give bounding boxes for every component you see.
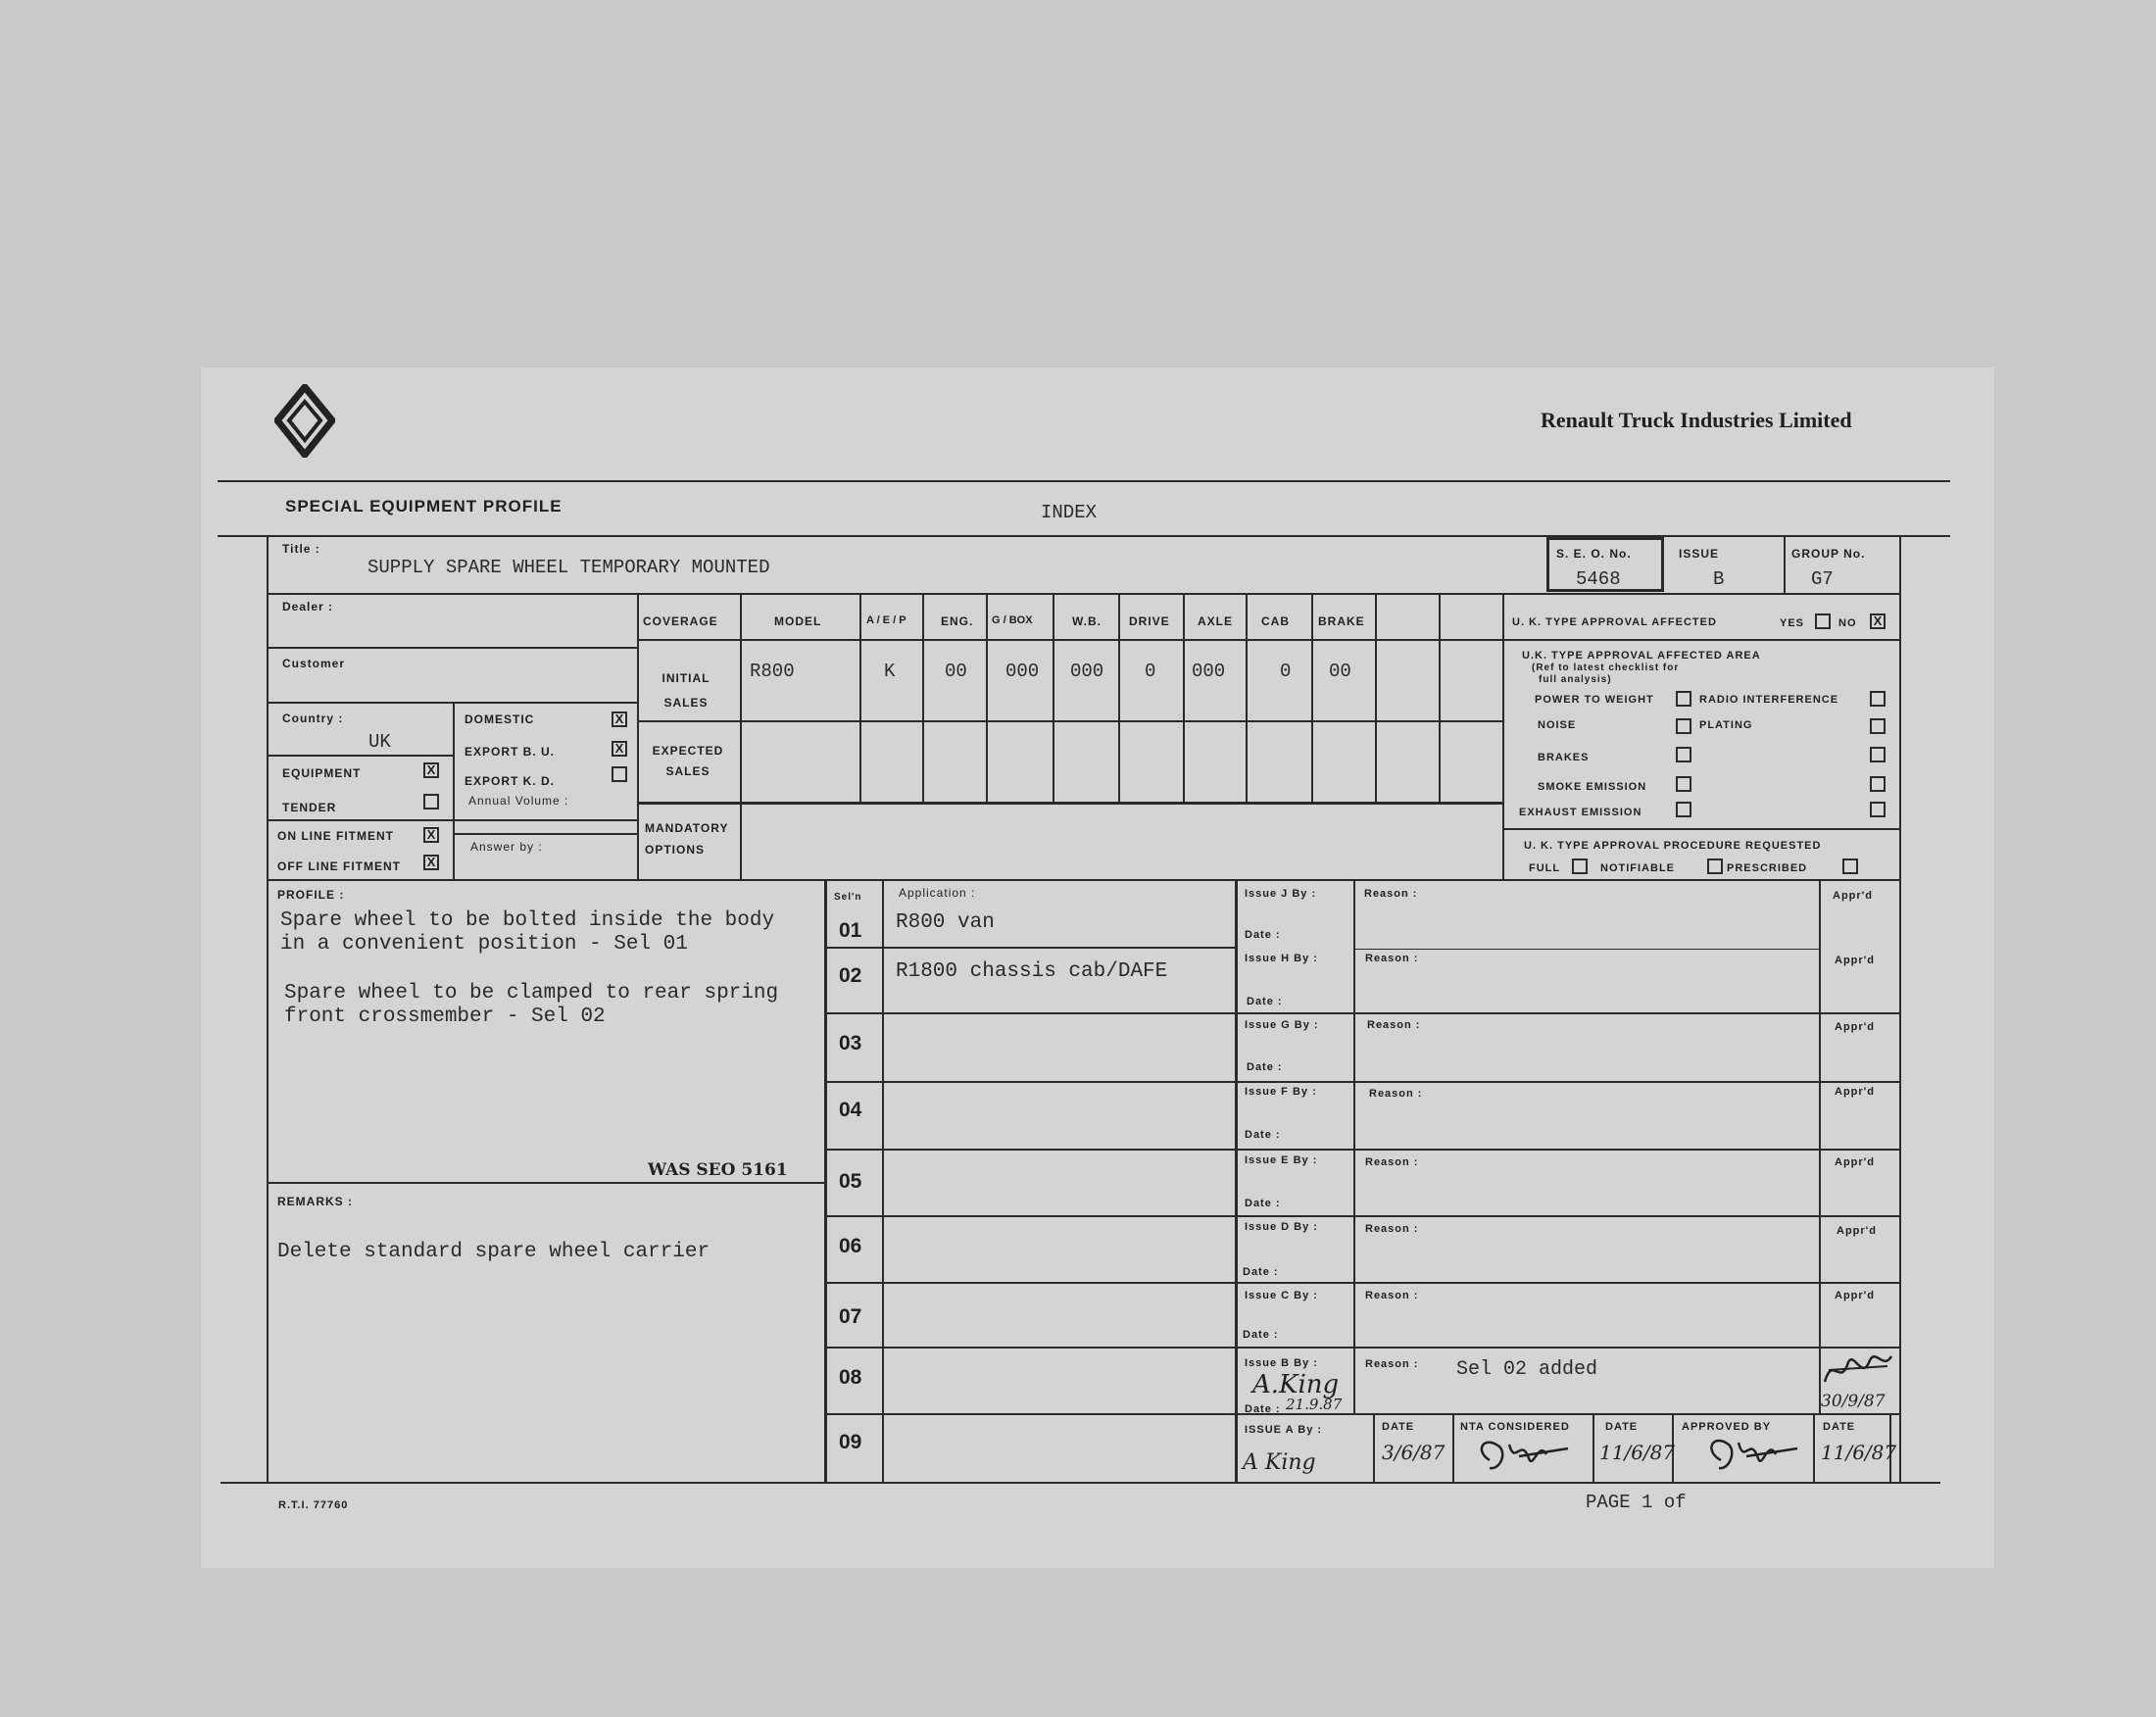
annual-volume-label: Annual Volume :	[468, 794, 569, 808]
initial-sales-label: INITIAL SALES	[662, 671, 710, 710]
form-title: SPECIAL EQUIPMENT PROFILE	[285, 497, 563, 515]
group-value: G7	[1811, 568, 1834, 590]
approved-date: 11/6/87	[1821, 1441, 1897, 1464]
issue-b-reason-label: Reason :	[1365, 1358, 1419, 1370]
ta-yes-checkbox[interactable]	[1815, 613, 1831, 629]
issue-c-date: Date :	[1243, 1329, 1279, 1341]
power-to-weight-checkbox[interactable]	[1676, 691, 1691, 707]
domestic-label: DOMESTIC	[465, 712, 535, 726]
initial-model: R800	[750, 661, 795, 682]
renault-logo-icon	[274, 384, 335, 458]
seo-label: S. E. O. No.	[1556, 547, 1632, 561]
issue-j-date: Date :	[1245, 929, 1281, 941]
profile-label: PROFILE :	[277, 888, 345, 902]
col-brake: BRAKE	[1318, 614, 1365, 628]
sel-09: 09	[839, 1431, 862, 1453]
col-gbox: G / BOX	[992, 614, 1033, 626]
issue-g-by: Issue G By :	[1245, 1019, 1319, 1031]
profile-line4: front crossmember - Sel 02	[284, 1006, 606, 1028]
issue-f-by: Issue F By :	[1245, 1086, 1317, 1098]
expected-sales-label: EXPECTED SALES	[652, 744, 724, 778]
answer-by-label: Answer by :	[470, 840, 543, 854]
exhaust-right-checkbox[interactable]	[1870, 802, 1886, 817]
notifiable-checkbox[interactable]	[1707, 858, 1723, 874]
issue-e-by: Issue E By :	[1245, 1154, 1318, 1166]
coverage-label: COVERAGE	[643, 614, 718, 628]
initial-eng: 00	[945, 661, 967, 682]
profile-line2: in a convenient position - Sel 01	[280, 933, 688, 956]
sel-04: 04	[839, 1099, 862, 1121]
index-label: INDEX	[1041, 502, 1098, 523]
full-checkbox[interactable]	[1572, 858, 1588, 874]
type-approval-affected-label: U. K. TYPE APPROVAL AFFECTED	[1512, 616, 1717, 628]
initial-gbox: 000	[1005, 661, 1040, 682]
on-line-fitment-checkbox[interactable]: X	[423, 827, 439, 843]
yes-label: YES	[1780, 617, 1805, 629]
issue-a-label: ISSUE A By :	[1245, 1424, 1323, 1436]
initial-wb: 000	[1070, 661, 1104, 682]
noise-checkbox[interactable]	[1676, 718, 1691, 734]
col-cab: CAB	[1261, 614, 1290, 628]
sel-label: Sel'n	[834, 892, 862, 903]
issue-g-apprd: Appr'd	[1835, 1021, 1875, 1033]
issue-b-apprd-date: 30/9/87	[1821, 1392, 1886, 1411]
initial-axle: 000	[1192, 661, 1226, 682]
issue-d-by: Issue D By :	[1245, 1221, 1318, 1233]
brakes-label: BRAKES	[1538, 752, 1590, 763]
ta-procedure-label: U. K. TYPE APPROVAL PROCEDURE REQUESTED	[1524, 840, 1822, 852]
col-eng: ENG.	[941, 614, 974, 628]
approved-col-label: APPROVED BY	[1682, 1421, 1772, 1433]
profile-line1: Spare wheel to be bolted inside the body	[280, 909, 775, 932]
off-line-fitment-checkbox[interactable]: X	[423, 855, 439, 870]
noise-label: NOISE	[1538, 719, 1577, 731]
tender-checkbox[interactable]	[423, 794, 439, 809]
frame-left	[267, 535, 269, 1484]
was-seo-note: WAS SEO 5161	[648, 1160, 788, 1180]
prescribed-label: PRESCRIBED	[1727, 862, 1808, 874]
issue-h-date: Date :	[1247, 996, 1283, 1007]
export-kd-checkbox[interactable]	[612, 766, 627, 782]
issue-c-reason: Reason :	[1365, 1290, 1419, 1301]
country-label: Country :	[282, 711, 344, 725]
issue-d-reason: Reason :	[1365, 1223, 1419, 1235]
issue-h-reason: Reason :	[1365, 953, 1419, 964]
no-label: NO	[1838, 617, 1857, 629]
on-line-fitment-label: ON LINE FITMENT	[277, 829, 394, 843]
title-label: Title :	[282, 542, 320, 556]
remarks-label: REMARKS :	[277, 1195, 353, 1208]
ta-area-note1: (Ref to latest checklist for	[1532, 662, 1680, 673]
issue-e-reason: Reason :	[1365, 1156, 1419, 1168]
notifiable-label: NOTIFIABLE	[1600, 862, 1675, 874]
export-bu-label: EXPORT B. U.	[465, 745, 556, 759]
application-label: Application :	[899, 886, 976, 900]
issue-j-by: Issue J By :	[1245, 888, 1317, 900]
plating-label: PLATING	[1699, 719, 1753, 731]
header-rule-top	[218, 480, 1950, 482]
radio-interference-checkbox[interactable]	[1870, 691, 1886, 707]
ta-area-note2: full analysis)	[1539, 674, 1612, 685]
initial-drive: 0	[1145, 661, 1156, 682]
issue-a-date: 3/6/87	[1382, 1441, 1446, 1464]
issue-d-apprd: Appr'd	[1837, 1225, 1877, 1237]
export-kd-label: EXPORT K. D.	[465, 774, 556, 788]
prescribed-checkbox[interactable]	[1842, 858, 1858, 874]
issue-b-date-label: Date :	[1245, 1403, 1281, 1415]
issue-b-name: A.King	[1252, 1370, 1340, 1399]
nta-signature-icon	[1470, 1431, 1578, 1480]
exhaust-emission-checkbox[interactable]	[1676, 802, 1691, 817]
issue-g-date: Date :	[1247, 1061, 1283, 1073]
issue-c-by: Issue C By :	[1245, 1290, 1318, 1301]
remarks-text: Delete standard spare wheel carrier	[277, 1241, 710, 1263]
plating-checkbox[interactable]	[1870, 718, 1886, 734]
exhaust-emission-label: EXHAUST EMISSION	[1519, 807, 1642, 818]
sel-06: 06	[839, 1235, 862, 1257]
sel-02: 02	[839, 964, 862, 987]
country-value: UK	[368, 731, 391, 753]
off-line-fitment-label: OFF LINE FITMENT	[277, 859, 401, 873]
group-label: GROUP No.	[1791, 547, 1866, 561]
issue-f-apprd: Appr'd	[1835, 1086, 1875, 1098]
frame-bottom	[220, 1482, 1940, 1484]
col-drive: DRIVE	[1129, 614, 1170, 628]
equipment-checkbox[interactable]: X	[423, 762, 439, 778]
company-name: Renault Truck Industries Limited	[1541, 408, 1852, 432]
ta-area-title: U.K. TYPE APPROVAL AFFECTED AREA	[1522, 650, 1761, 662]
radio-interference-label: RADIO INTERFERENCE	[1699, 694, 1839, 706]
page-indicator: PAGE 1 of	[1586, 1492, 1687, 1513]
issue-b-approval-signature-icon	[1819, 1349, 1897, 1392]
profile-line3: Spare wheel to be clamped to rear spring	[284, 982, 779, 1005]
domestic-checkbox[interactable]: X	[612, 711, 627, 727]
power-to-weight-label: POWER TO WEIGHT	[1535, 694, 1654, 706]
brakes-right-checkbox[interactable]	[1870, 747, 1886, 762]
issue-g-reason: Reason :	[1367, 1019, 1421, 1031]
smoke-emission-checkbox[interactable]	[1676, 776, 1691, 792]
ta-no-checkbox[interactable]: X	[1870, 613, 1886, 629]
issue-b-date: 21.9.87	[1286, 1396, 1343, 1413]
date-col-label: DATE	[1382, 1421, 1415, 1433]
smoke-emission-label: SMOKE EMISSION	[1538, 781, 1647, 793]
col-model: MODEL	[774, 614, 822, 628]
header-rule-bottom	[218, 535, 1950, 537]
seo-value: 5468	[1576, 568, 1621, 590]
nta-date: 11/6/87	[1599, 1441, 1676, 1464]
issue-f-date: Date :	[1245, 1129, 1281, 1141]
issue-b-by: Issue B By :	[1245, 1357, 1318, 1369]
sel-05: 05	[839, 1170, 862, 1193]
equipment-label: EQUIPMENT	[282, 766, 362, 780]
issue-b-reason: Sel 02 added	[1456, 1358, 1598, 1381]
nta-col-label: NTA CONSIDERED	[1460, 1421, 1570, 1433]
app-02: R1800 chassis cab/DAFE	[896, 960, 1168, 983]
date-col3-label: DATE	[1823, 1421, 1856, 1433]
issue-e-apprd: Appr'd	[1835, 1156, 1875, 1168]
approved-signature-icon	[1695, 1429, 1805, 1480]
initial-brake: 00	[1329, 661, 1351, 682]
brakes-checkbox[interactable]	[1676, 747, 1691, 762]
issue-e-date: Date :	[1245, 1198, 1281, 1209]
issue-d-date: Date :	[1243, 1266, 1279, 1278]
issue-f-reason: Reason :	[1369, 1088, 1423, 1100]
form-code: R.T.I. 77760	[278, 1499, 349, 1511]
app-01: R800 van	[896, 911, 995, 934]
sel-07: 07	[839, 1305, 862, 1328]
issue-a-name: A King	[1243, 1450, 1316, 1475]
initial-aep: K	[884, 661, 896, 682]
issue-label: ISSUE	[1679, 547, 1720, 561]
sel-01: 01	[839, 919, 862, 942]
col-axle: AXLE	[1198, 614, 1234, 628]
frame-right	[1899, 535, 1901, 1484]
issue-j-apprd: Appr'd	[1833, 890, 1873, 902]
dealer-label: Dealer :	[282, 600, 334, 613]
issue-value: B	[1713, 568, 1725, 590]
col-aep: A / E / P	[866, 614, 906, 626]
sel-08: 08	[839, 1366, 862, 1389]
col-wb: W.B.	[1072, 614, 1102, 628]
issue-h-by: Issue H By :	[1245, 953, 1318, 964]
sel-03: 03	[839, 1032, 862, 1055]
full-label: FULL	[1529, 862, 1561, 874]
mandatory-options-label: MANDATORY OPTIONS	[645, 821, 729, 857]
customer-label: Customer	[282, 657, 346, 670]
initial-cab: 0	[1280, 661, 1292, 682]
tender-label: TENDER	[282, 801, 337, 814]
issue-h-apprd: Appr'd	[1835, 955, 1875, 966]
issue-c-apprd: Appr'd	[1835, 1290, 1875, 1301]
smoke-right-checkbox[interactable]	[1870, 776, 1886, 792]
issue-j-reason: Reason :	[1364, 888, 1418, 900]
title-value: SUPPLY SPARE WHEEL TEMPORARY MOUNTED	[368, 557, 770, 578]
export-bu-checkbox[interactable]: X	[612, 741, 627, 757]
date-col2-label: DATE	[1605, 1421, 1639, 1433]
